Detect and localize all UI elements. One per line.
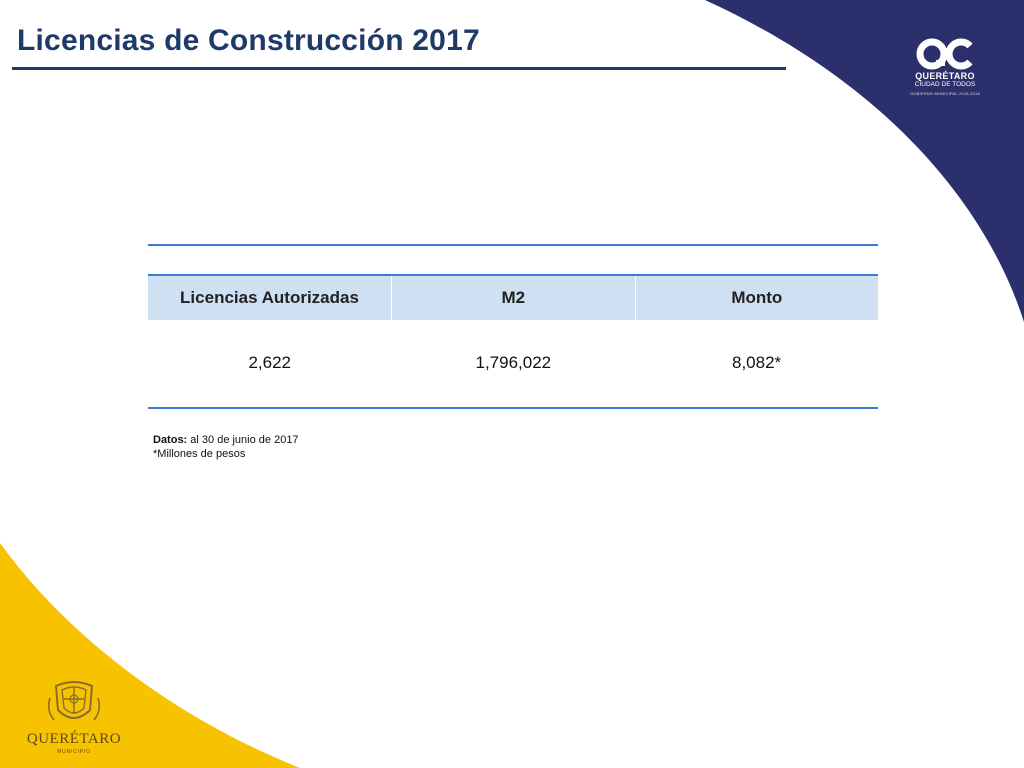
slide-title: Licencias de Construcción 2017 <box>17 24 480 57</box>
queretaro-city-logo <box>905 38 985 108</box>
cell-monto: 8,082* <box>635 320 878 408</box>
cell-licencias-autorizadas: 2,622 <box>148 320 391 408</box>
header-monto: Monto <box>635 275 878 320</box>
logo-brand-text: QUERÉTARO <box>915 71 975 81</box>
table-notes <box>153 433 299 461</box>
header-licencias-autorizadas: Licencias Autorizadas <box>148 275 391 320</box>
table-row <box>148 320 878 408</box>
logo-fine-print: GOBIERNO MUNICIPAL 2015-2018 <box>910 91 980 96</box>
queretaro-municipio-logo <box>20 680 128 755</box>
table-top-rule <box>148 245 878 275</box>
municipio-sub-text: MUNICIPIO <box>57 749 91 755</box>
data-date-text: al 30 de junio de 2017 <box>187 434 299 446</box>
data-label: Datos: <box>153 434 188 446</box>
footnote: *Millones de pesos <box>153 448 246 460</box>
municipio-name-text: QUERÉTARO <box>26 731 122 747</box>
cell-m2: 1,796,022 <box>391 320 635 408</box>
logo-tagline-text: CIUDAD DE TODOS <box>914 81 976 88</box>
data-source-note <box>153 433 299 447</box>
table-header-row <box>148 275 878 320</box>
title-underline <box>12 67 786 70</box>
qc-logo-icon <box>916 38 974 70</box>
construction-licenses-table <box>148 244 878 409</box>
header-m2: M2 <box>391 275 635 320</box>
coat-of-arms-icon <box>44 680 104 730</box>
